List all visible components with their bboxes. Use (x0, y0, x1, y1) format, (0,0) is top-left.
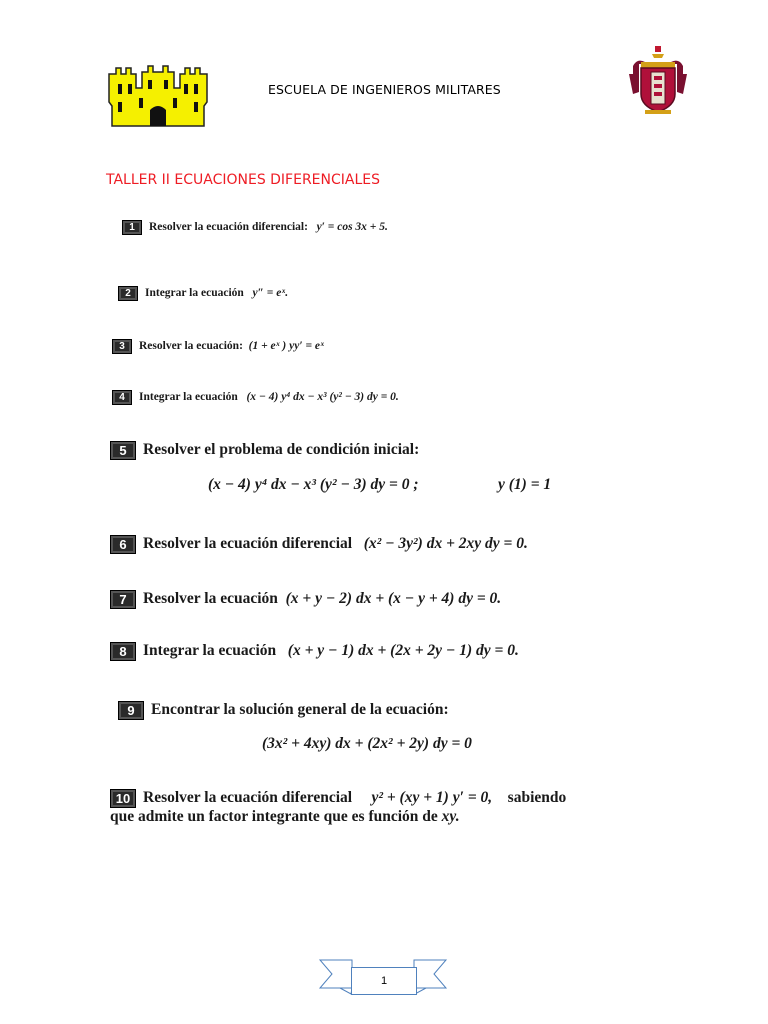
school-name: ESCUELA DE INGENIEROS MILITARES (268, 82, 501, 97)
exercise-number: 9 (118, 701, 144, 720)
exercise-text: Integrar la ecuación (145, 287, 244, 300)
exercise-text: Integrar la ecuación (143, 642, 277, 660)
exercise-equation: y″ = eˣ. (252, 287, 289, 300)
page-title: TALLER II ECUACIONES DIFERENCIALES (106, 172, 381, 188)
exercise-text: Integrar la ecuación (139, 391, 238, 404)
exercise-9-equation: (3x² + 4xy) dx + (2x² + 2y) dy = 0 (262, 735, 472, 752)
exercise-number: 10 (110, 789, 136, 808)
exercise-number: 7 (110, 590, 136, 609)
exercise-equation: (1 + eˣ ) yy′ = eˣ (248, 340, 324, 353)
exercise-number: 6 (110, 535, 136, 554)
exercise-5-equation: (x − 4) y⁴ dx − x³ (y² − 3) dy = 0 ; (208, 476, 419, 493)
exercise-text: Resolver la ecuación: (139, 340, 243, 353)
page-number: 1 (351, 967, 417, 995)
exercise-text: que admite un factor integrante que es función de (110, 808, 438, 825)
exercise-text: Encontrar la solución general de la ecuación: (151, 701, 449, 719)
exercise-number: 8 (110, 642, 136, 661)
exercise-text: Resolver el problema de condición inicial: (143, 441, 420, 459)
exercise-number: 5 (110, 441, 136, 460)
exercise-5 (110, 441, 419, 460)
exercise-5-initial-condition: y (1) = 1 (498, 476, 552, 493)
exercise-8 (110, 642, 519, 661)
castle-logo (106, 62, 210, 132)
exercise-10 (110, 789, 566, 808)
exercise-text: Resolver la ecuación diferencial (143, 535, 353, 553)
exercise-number: 1 (122, 220, 142, 235)
crest-logo (627, 44, 689, 116)
exercise-1 (122, 220, 388, 235)
exercise-equation: y′ = cos 3x + 5. (316, 221, 388, 234)
exercise-number: 2 (118, 286, 138, 301)
exercise-equation: xy. (441, 808, 460, 825)
exercise-equation: (x² − 3y²) dx + 2xy dy = 0. (363, 535, 528, 553)
exercise-equation: (x + y − 2) dx + (x − y + 4) dy = 0. (285, 590, 502, 608)
exercise-3 (112, 339, 324, 354)
exercise-text: Resolver la ecuación diferencial: (149, 221, 308, 234)
exercise-number: 3 (112, 339, 132, 354)
exercise-equation: (x + y − 1) dx + (2x + 2y − 1) dy = 0. (287, 642, 519, 660)
exercise-4 (112, 390, 399, 405)
exercise-10-line-2 (110, 808, 460, 826)
exercise-equation: y² + (xy + 1) y′ = 0, (371, 789, 493, 807)
exercise-2 (118, 286, 288, 301)
exercise-9 (118, 701, 449, 720)
exercise-number: 4 (112, 390, 132, 405)
exercise-7 (110, 590, 501, 609)
exercise-text: Resolver la ecuación diferencial (143, 789, 353, 807)
exercise-equation: (x − 4) y⁴ dx − x³ (y² − 3) dy = 0. (246, 391, 399, 404)
exercise-text: Resolver la ecuación (143, 590, 278, 608)
exercise-text-continued: sabiendo (507, 789, 567, 807)
exercise-6 (110, 535, 528, 554)
